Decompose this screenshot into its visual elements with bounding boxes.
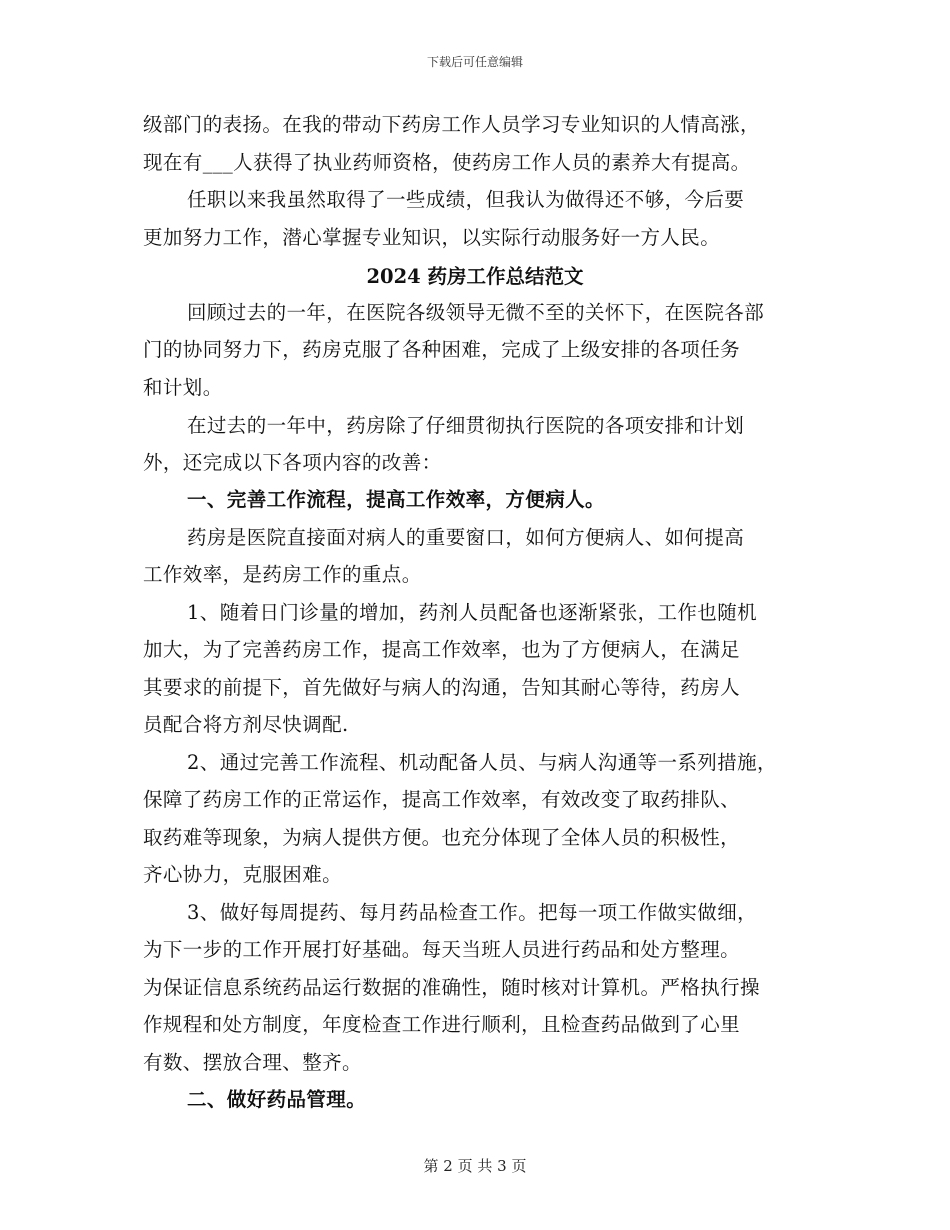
body-line: 和计划。	[143, 376, 223, 399]
body-line: 有数、摆放合理、整齐。	[143, 1051, 362, 1074]
body-line: 1、随着日门诊量的增加，药剂人员配备也逐渐紧张，工作也随机	[187, 601, 758, 624]
body-line: 员配合将方剂尽快调配.	[143, 713, 349, 736]
body-line: 为保证信息系统药品运行数据的准确性，随时核对计算机。严格执行操	[143, 976, 760, 999]
body-line: 级部门的表扬。在我的带动下药房工作人员学习专业知识的人情高涨，	[143, 113, 760, 136]
section-title: 2024 药房工作总结范文	[366, 265, 584, 288]
subheading: 一、完善工作流程，提高工作效率，方便病人。	[187, 488, 605, 511]
body-line: 现在有___人获得了执业药师资格，使药房工作人员的素养大有提高。	[143, 151, 751, 174]
body-line: 3、做好每周提药、每月药品检查工作。把每一项工作做实做细，	[187, 901, 758, 924]
page-footer-number: 第 2 页 共 3 页	[423, 1157, 527, 1175]
body-line: 2、通过完善工作流程、机动配备人员、与病人沟通等一系列措施，	[187, 751, 777, 774]
body-line: 为下一步的工作开展打好基础。每天当班人员进行药品和处方整理。	[143, 938, 741, 961]
body-line: 取药难等现象，为病人提供方便。也充分体现了全体人员的积极性，	[143, 826, 741, 849]
body-line: 齐心协力，克服困难。	[143, 863, 343, 886]
body-line: 回顾过去的一年，在医院各级领导无微不至的关怀下，在医院各部	[187, 301, 765, 324]
body-line: 在过去的一年中，药房除了仔细贯彻执行医院的各项安排和计划	[187, 414, 745, 437]
body-line: 外，还完成以下各项内容的改善：	[143, 451, 442, 474]
body-line: 工作效率，是药房工作的重点。	[143, 563, 422, 586]
body-line: 药房是医院直接面对病人的重要窗口，如何方便病人、如何提高	[187, 526, 745, 549]
body-line: 保障了药房工作的正常运作，提高工作效率，有效改变了取药排队、	[143, 788, 741, 811]
page-header-note: 下载后可任意编辑	[426, 55, 523, 69]
body-line: 任职以来我虽然取得了一些成绩，但我认为做得还不够，今后要	[187, 188, 745, 211]
body-line: 其要求的前提下，首先做好与病人的沟通，告知其耐心等待，药房人	[143, 676, 741, 699]
body-line: 门的协同努力下，药房克服了各种困难，完成了上级安排的各项任务	[143, 338, 741, 361]
body-line: 作规程和处方制度，年度检查工作进行顺利，且检查药品做到了心里	[143, 1013, 741, 1036]
body-line: 更加努力工作，潜心掌握专业知识，以实际行动服务好一方人民。	[143, 226, 721, 249]
body-line: 加大，为了完善药房工作，提高工作效率，也为了方便病人，在满足	[143, 638, 741, 661]
subheading: 二、做好药品管理。	[187, 1088, 367, 1111]
